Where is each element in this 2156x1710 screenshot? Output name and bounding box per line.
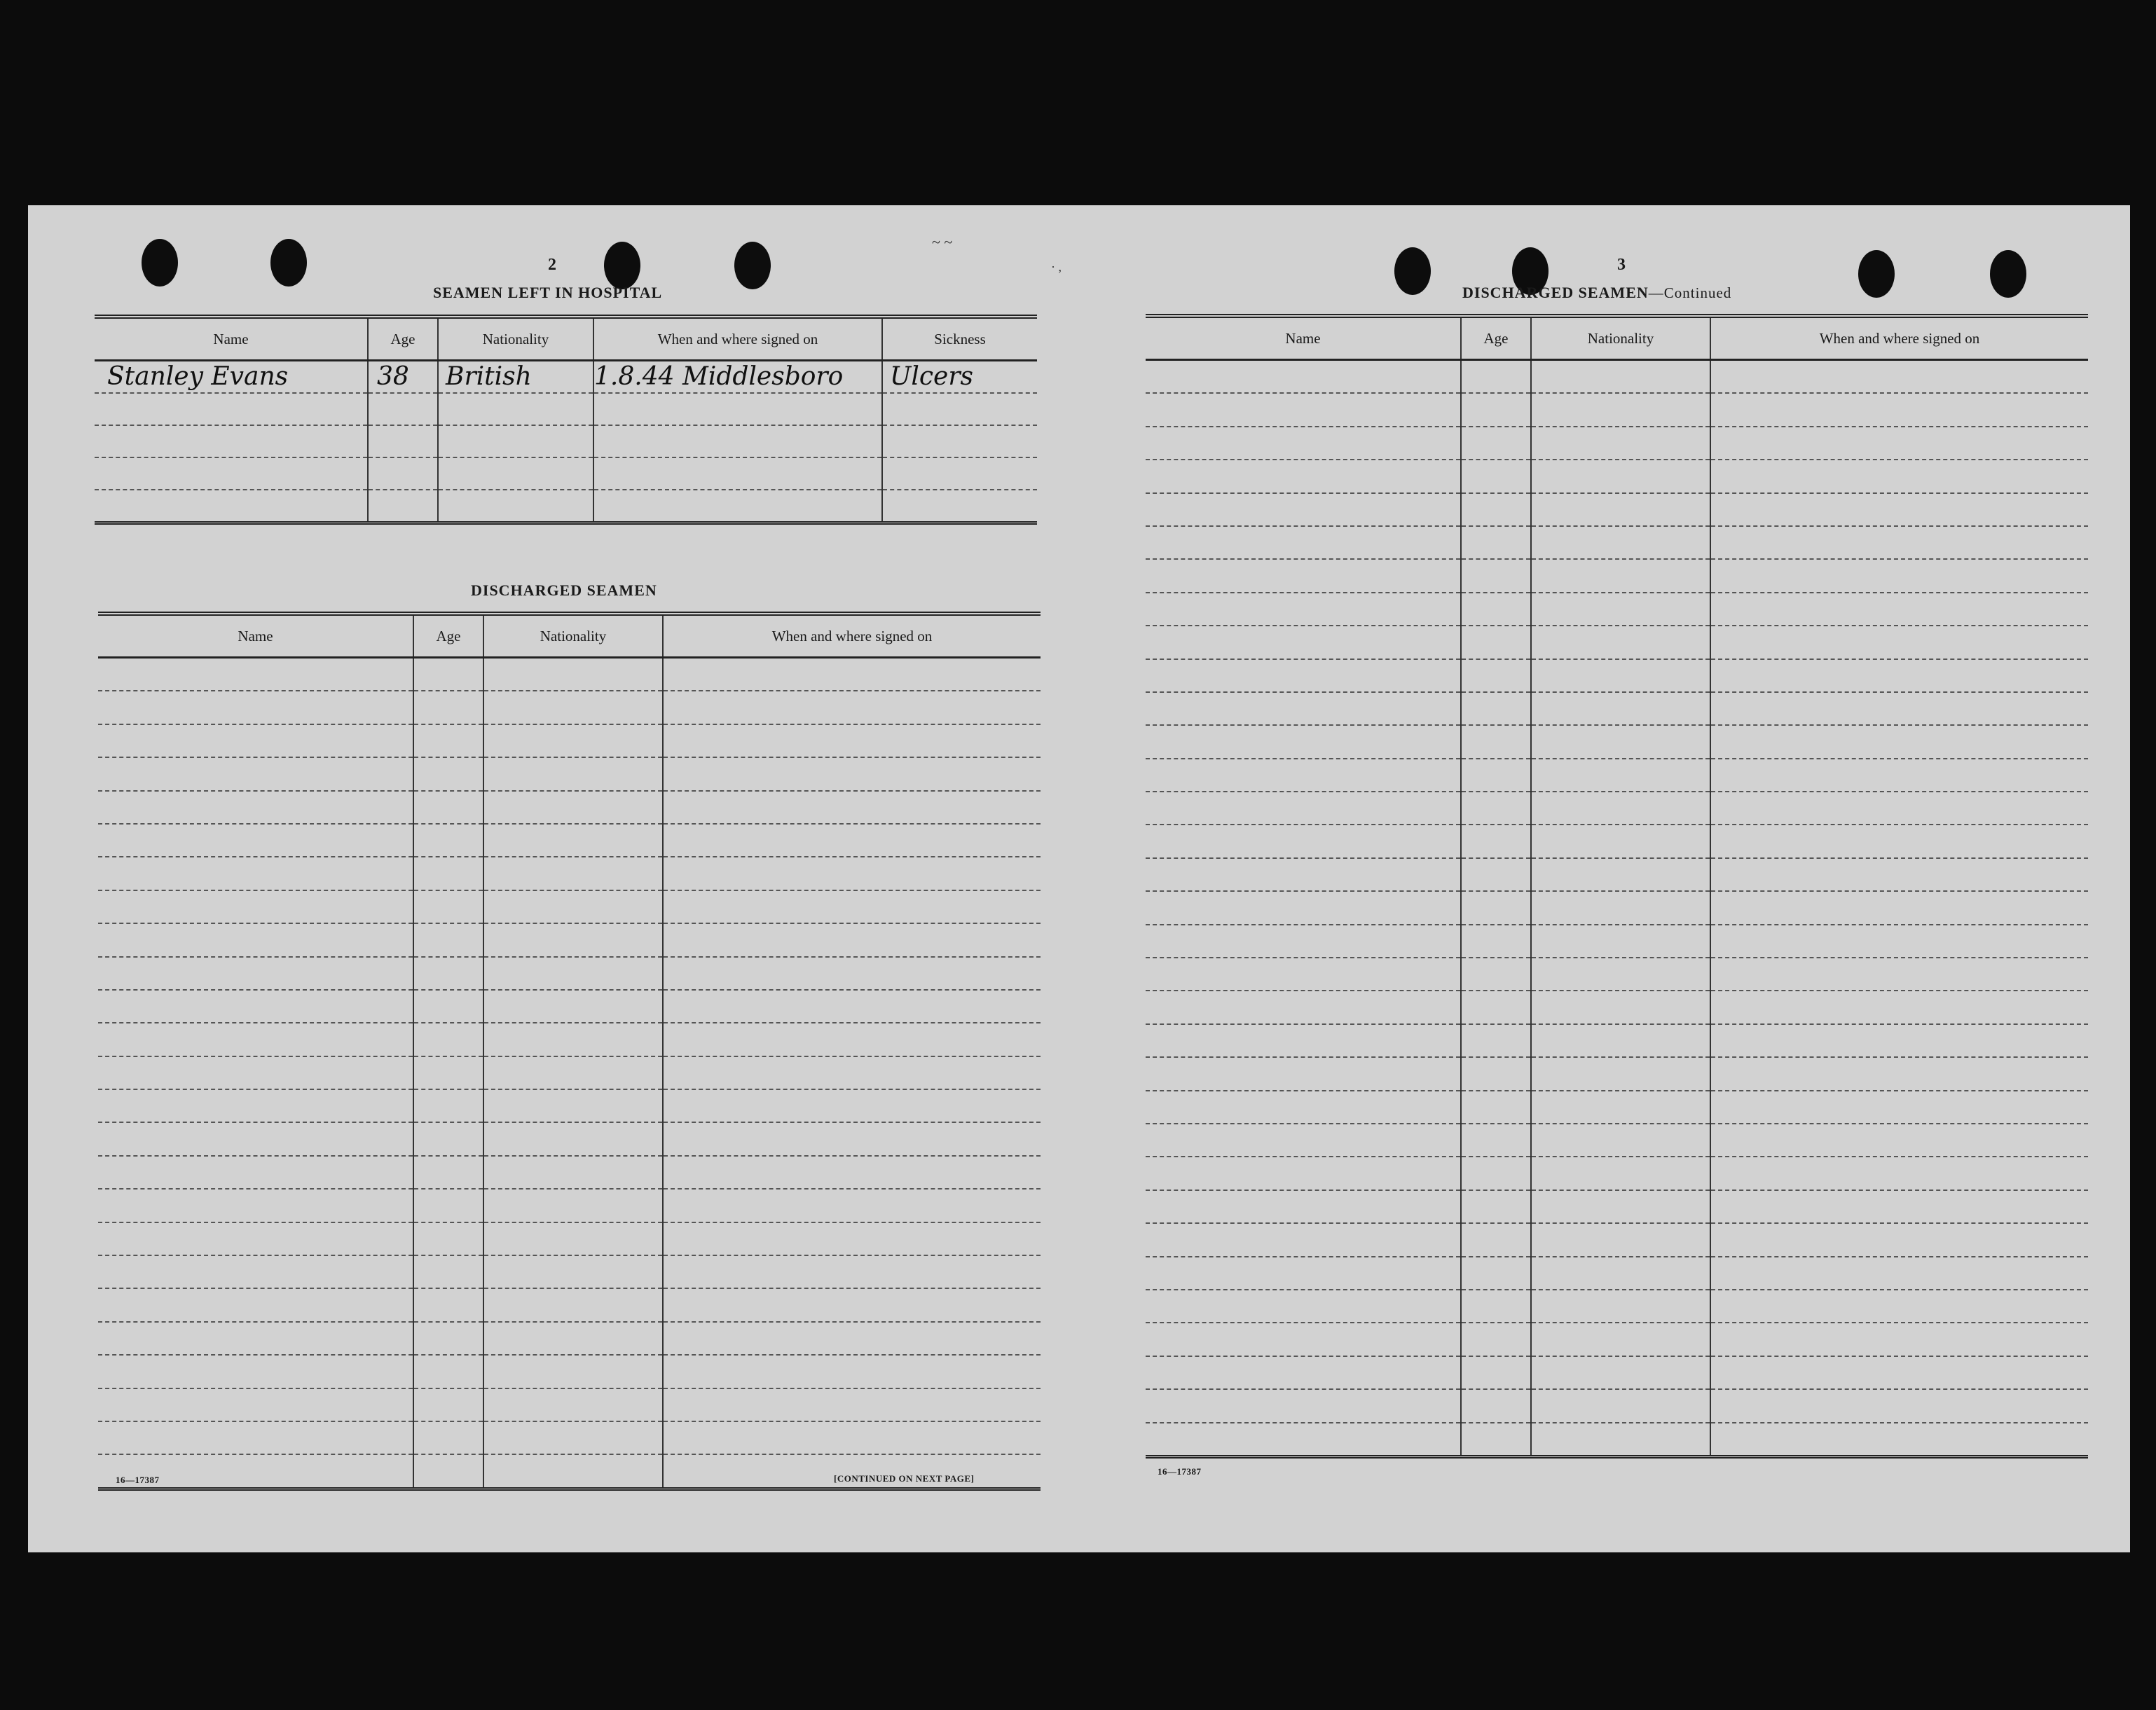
table-row: [95, 457, 1037, 490]
table-row: [1146, 958, 2088, 991]
table-row: [1146, 1223, 2088, 1256]
table-row: [1146, 1024, 2088, 1057]
table-row: [98, 1388, 1041, 1421]
table-row: [1146, 626, 2088, 659]
discharged-section-title: DISCHARGED SEAMEN: [471, 581, 657, 599]
table-row: [98, 890, 1041, 923]
table-row: [1146, 460, 2088, 492]
punch-hole: [1990, 250, 2026, 298]
discharged-table: [98, 612, 1041, 1491]
table-row: [1146, 858, 2088, 891]
table-row: [95, 490, 1037, 523]
table-row: [1146, 659, 2088, 692]
table-row: [1146, 1190, 2088, 1223]
table-row: [98, 1355, 1041, 1388]
page-number-left: 2: [548, 256, 556, 274]
entry-age: 38: [377, 362, 409, 391]
header-name: Name: [1146, 316, 1461, 360]
header-nationality: Nationality: [1531, 316, 1710, 360]
table-row: [1146, 891, 2088, 924]
table-row: [98, 1421, 1041, 1454]
table-row: [98, 1122, 1041, 1155]
table-row: [1146, 427, 2088, 460]
discharged-continued-table: [1146, 314, 2088, 1459]
table-row: [1146, 593, 2088, 626]
header-nationality: Nationality: [483, 614, 663, 658]
form-number-left: 16—17387: [116, 1475, 160, 1485]
stray-mark: ~ ~: [932, 233, 953, 251]
table-row: [1146, 1389, 2088, 1422]
table-row: [1146, 925, 2088, 958]
punch-hole: [1394, 247, 1431, 295]
table-row: [98, 1288, 1041, 1321]
table-row: [1146, 725, 2088, 758]
header-age: Age: [1461, 316, 1531, 360]
table-row: [1146, 1290, 2088, 1323]
entry-sickness: Ulcers: [890, 362, 974, 391]
table-row: [1146, 792, 2088, 825]
discharged-header-row: [98, 614, 1041, 658]
punch-hole: [734, 242, 771, 289]
table-row: [1146, 1356, 2088, 1389]
table-row: [1146, 692, 2088, 725]
header-sickness: Sickness: [882, 317, 1037, 361]
hospital-table: [95, 315, 1037, 525]
table-row: [98, 1189, 1041, 1222]
header-name: Name: [98, 614, 413, 658]
table-row: [1146, 1091, 2088, 1124]
table-row: [1146, 991, 2088, 1023]
hospital-section-title: SEAMEN LEFT IN HOSPITAL: [433, 284, 663, 301]
header-signed-on: When and where signed on: [663, 614, 1041, 658]
table-row: [98, 658, 1041, 691]
table-row: [1146, 759, 2088, 792]
table-row: [98, 990, 1041, 1023]
table-row: [1146, 1257, 2088, 1290]
title-suffix: —Continued: [1648, 284, 1732, 301]
header-age: Age: [368, 317, 438, 361]
table-row: [98, 724, 1041, 757]
hospital-header-row: [95, 317, 1037, 361]
table-row: [98, 1023, 1041, 1056]
table-row: [95, 393, 1037, 425]
discharged-continued-title: [1462, 284, 1731, 302]
table-row: [1146, 1423, 2088, 1457]
page-number-right: 3: [1617, 256, 1626, 274]
table-row: [98, 1089, 1041, 1122]
punch-hole: [1858, 250, 1895, 298]
table-row: [1146, 1057, 2088, 1090]
table-row: [98, 1056, 1041, 1089]
table-row: [98, 857, 1041, 890]
table-row: [1146, 526, 2088, 559]
stray-mark: · ,: [1051, 260, 1062, 274]
table-row: [95, 425, 1037, 457]
table-row: [95, 361, 1037, 394]
entry-nationality: British: [446, 362, 532, 391]
header-nationality: Nationality: [438, 317, 593, 361]
table-row: [1146, 825, 2088, 857]
entry-name: Stanley Evans: [107, 362, 289, 391]
table-row: [98, 923, 1041, 956]
header-name: Name: [95, 317, 368, 361]
table-row: [1146, 493, 2088, 526]
ledger-sheet: [28, 205, 2130, 1552]
punch-hole: [604, 242, 640, 289]
table-row: [1146, 393, 2088, 426]
header-signed-on: When and where signed on: [1710, 316, 2088, 360]
table-row: [1146, 1157, 2088, 1190]
form-number-right: 16—17387: [1158, 1466, 1202, 1477]
table-row: [98, 1156, 1041, 1189]
punch-hole: [270, 239, 307, 287]
table-row: [1146, 1124, 2088, 1157]
table-row: [98, 757, 1041, 790]
table-row: [98, 1222, 1041, 1255]
discharged-continued-header-row: [1146, 316, 2088, 360]
title-main: DISCHARGED SEAMEN: [1462, 284, 1649, 301]
continued-note: [CONTINUED ON NEXT PAGE]: [834, 1473, 975, 1484]
table-row: [98, 791, 1041, 824]
table-row: [98, 957, 1041, 990]
header-signed-on: When and where signed on: [593, 317, 882, 361]
entry-signed-on: 1.8.44 Middlesboro: [594, 362, 844, 391]
header-age: Age: [413, 614, 483, 658]
table-row: [1146, 559, 2088, 592]
table-row: [1146, 1323, 2088, 1356]
table-row: [98, 1255, 1041, 1288]
table-row: [98, 1322, 1041, 1355]
table-row: [98, 691, 1041, 724]
table-row: [1146, 360, 2088, 394]
table-row: [98, 824, 1041, 857]
punch-hole: [142, 239, 178, 287]
